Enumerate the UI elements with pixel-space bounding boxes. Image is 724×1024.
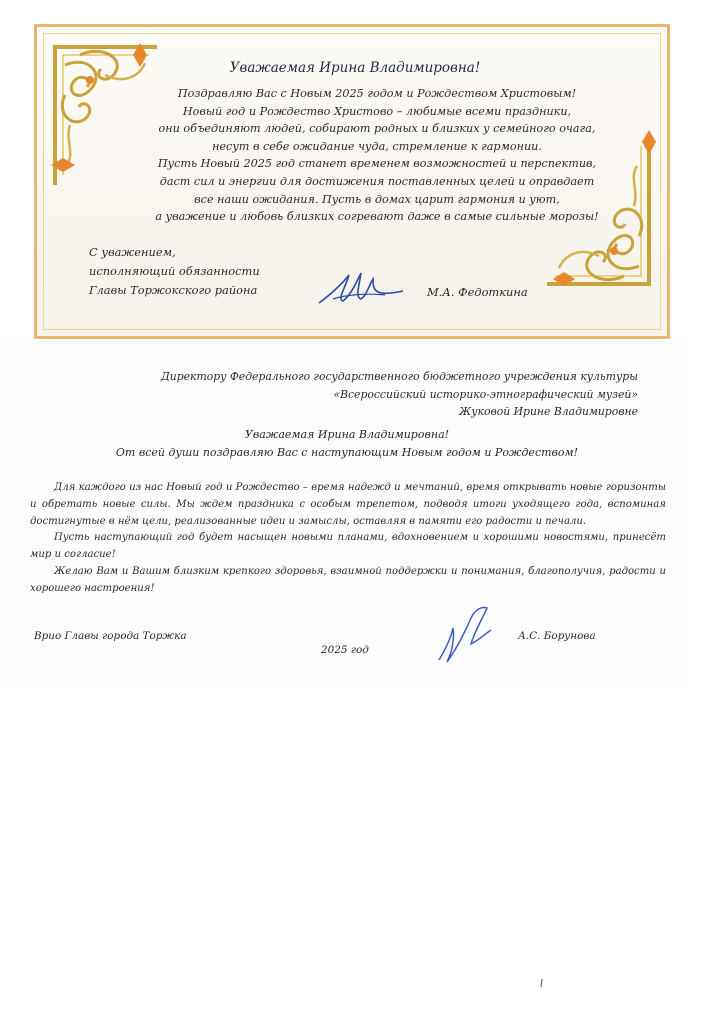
address-line: Жуковой Ирине Владимировне: [459, 405, 638, 418]
card-body: [137, 85, 617, 226]
addressee-block: [161, 368, 638, 421]
greeting-card: [34, 24, 670, 339]
scan-speck: [540, 972, 544, 980]
body-line: несут в себе ожидание чуда, стремление к гармонии.: [212, 139, 542, 153]
card-signoff: [89, 243, 260, 300]
body-line: они объединяют людей, собирают родных и близких у семейного очага,: [158, 122, 596, 136]
body-line: все наши ожидания. Пусть в домах царит гармония и уют,: [194, 192, 560, 206]
card-signer-name: М.А. Федоткина: [427, 285, 528, 299]
body-line: а уважение и любовь близких согревают даже в самые сильные морозы!: [155, 210, 599, 224]
signoff-line: С уважением,: [89, 245, 176, 259]
signature-fedotkina: [315, 265, 405, 310]
letter-paragraph: Пусть наступающий год будет насыщен новыми планами, вдохновением и хорошими новостями, принесёт мир и согласие!: [30, 532, 666, 561]
letter-paragraph: Желаю Вам и Вашим близким крепкого здоровья, взаимной поддержки и понимания, благополучия, радости и хорошего настроения!: [30, 565, 666, 594]
address-line: «Всероссийский историко-этнографический музей»: [333, 387, 638, 401]
letter-greeting-block: [6, 426, 688, 461]
signature-borunova: [431, 600, 501, 670]
letter-signer-name: А.С. Борунова: [518, 630, 596, 642]
letter-body: [30, 480, 666, 598]
body-line: Новый год и Рождество Христово – любимые всеми праздники,: [182, 104, 572, 118]
letter-year: 2025 год: [321, 644, 369, 656]
signoff-line: исполняющий обязанности: [89, 264, 260, 278]
address-line: Директору Федерального государственного бюджетного учреждения культуры: [161, 370, 638, 383]
signoff-line: Главы Торжокского района: [89, 283, 258, 297]
letter-greeting: Уважаемая Ирина Владимировна!: [244, 428, 450, 441]
card-greeting: Уважаемая Ирина Владимировна!: [229, 60, 481, 76]
letter-paragraph: Для каждого из нас Новый год и Рождество – время надежд и мечтаний, время открывать новые горизонты и обретать новые силы. Мы ждем праздника с особым трепетом, подводя итоги уходящего года, вспоминая достигнутые в нём цели, реализованные идеи и замыслы, оставляя в памяти его радости и печали.: [30, 482, 666, 527]
letter-subgreeting: От всей души поздравляю Вас с наступающим Новым годом и Рождеством!: [115, 445, 579, 459]
letter: [6, 340, 688, 686]
signer-title: Врио Главы города Торжка: [34, 630, 187, 642]
body-line: Пусть Новый 2025 год станет временем возможностей и перспектив,: [157, 157, 597, 171]
body-line: Поздравляю Вас с Новым 2025 годом и Рождеством Христовым!: [177, 87, 577, 100]
body-line: даст сил и энергии для достижения поставленных целей и оправдает: [159, 174, 595, 188]
